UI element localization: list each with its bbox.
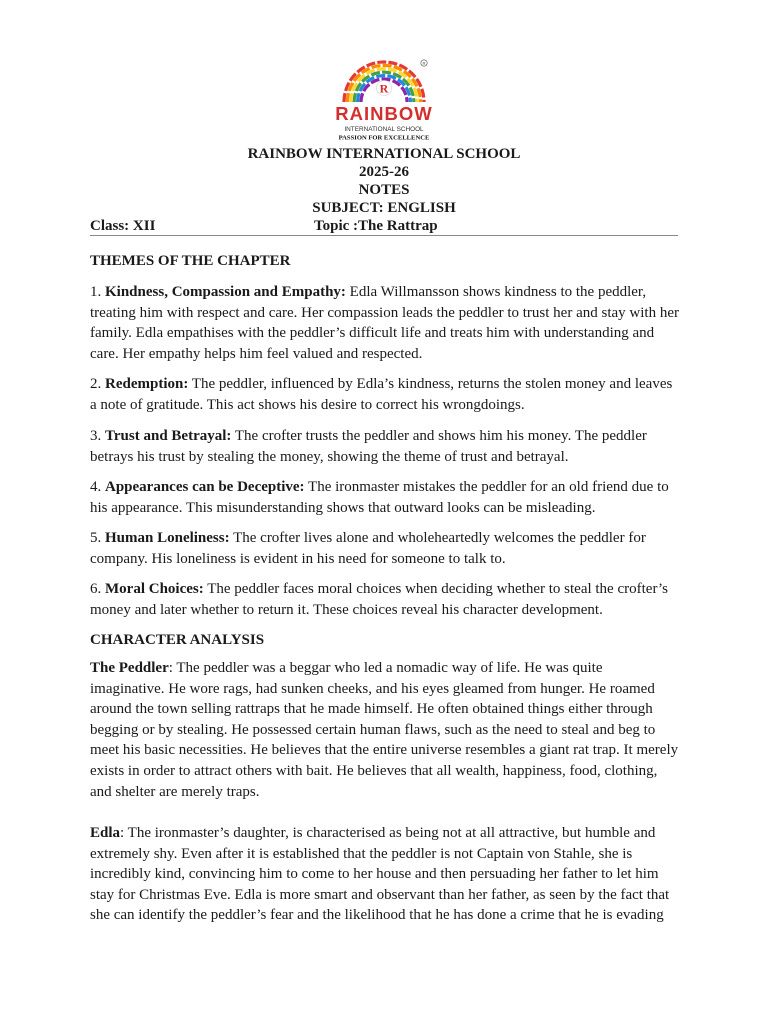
theme-item: 2. Redemption: The peddler, influenced by Edla’s kindness, returns the stolen money and leaves a note of gratitude. This act shows his desire to correct his wrongdoings.	[90, 376, 673, 413]
character-paragraph: The Peddler: The peddler was a beggar who led a nomadic way of life. He was quite imaginative. He wore rags, had sunken cheeks, and his eyes gleamed from hunger. He roamed around the town selling rattraps that he made himself. He often obtained things either through begging or by stealing. He possessed certain human flaws, such as the need to steal and beg to meet his basic necessities. He believes that the entire universe resembles a giant rat trap. It merely exists in order to attract others with bait. He believes that all wealth, happiness, food, clothing, and shelter are merely traps.	[90, 660, 679, 800]
theme-item: 6. Moral Choices: The peddler faces moral choices when deciding whether to steal the crofter’s money and later whether to return it. These choices reveal his character development.	[90, 581, 668, 618]
school-logo	[318, 50, 450, 146]
class-label: Class: XII	[90, 218, 156, 234]
theme-item: 3. Trust and Betrayal: The crofter trusts the peddler and shows him his money. The peddler betrays his trust by stealing the money, showing the theme of trust and betrayal.	[90, 428, 647, 465]
character-heading: CHARACTER ANALYSIS	[90, 632, 265, 648]
theme-item: 4. Appearances can be Deceptive: The ironmaster mistakes the peddler for an old friend due to his appearance. This misunderstanding shows that outward looks can be misleading.	[90, 479, 669, 516]
subject-line: SUBJECT: ENGLISH	[312, 200, 456, 216]
logo-tagline: PASSION FOR EXCELLENCE	[338, 134, 430, 142]
theme-title: Appearances can be Deceptive:	[105, 479, 305, 495]
theme-item: 1. Kindness, Compassion and Empathy: Edla Willmansson shows kindness to the peddler, treating him with respect and care. Her compassion leads the peddler to trust her and stay with her family. Edla empathises with the peddler’s difficult life and treats him with understanding and care. Her empathy helps him feel valued and respected.	[90, 284, 679, 362]
logo-letter: R	[379, 81, 389, 96]
character-paragraph: Edla: The ironmaster’s daughter, is characterised as being not at all attractive, but humble and extremely shy. Even after it is established that the peddler is not Captain von Stahle, she is incredibly kind, convincing him to come to her house and then persuading her father to let him stay for Christmas Eve. Edla is more smart and observant than her father, as seen by the fact that she can identify the peddler’s fear and the likelihood that he has done a crime that he is evading	[90, 825, 670, 924]
svg-text:R: R	[422, 61, 426, 66]
topic-label: Topic :The Rattrap	[314, 218, 438, 234]
document-type: NOTES	[358, 182, 410, 198]
theme-title: Human Loneliness:	[105, 530, 230, 546]
rainbow-logo-graphic	[318, 50, 450, 146]
theme-title: Redemption:	[105, 376, 189, 392]
logo-subtitle: INTERNATIONAL SCHOOL	[344, 126, 424, 133]
theme-title: Trust and Betrayal:	[105, 428, 232, 444]
themes-heading: THEMES OF THE CHAPTER	[90, 253, 291, 269]
theme-title: Moral Choices:	[105, 581, 204, 597]
class-topic-line	[90, 217, 678, 236]
theme-title: Kindness, Compassion and Empathy:	[105, 284, 346, 300]
session-year: 2025-26	[359, 164, 409, 180]
logo-wordmark: RAINBOW	[335, 103, 433, 124]
school-name: RAINBOW INTERNATIONAL SCHOOL	[247, 146, 521, 162]
character-name: The Peddler	[90, 660, 169, 676]
character-name: Edla	[90, 825, 121, 841]
theme-item: 5. Human Loneliness: The crofter lives alone and wholeheartedly welcomes the peddler for company. His loneliness is evident in his need for someone to talk to.	[90, 530, 646, 567]
